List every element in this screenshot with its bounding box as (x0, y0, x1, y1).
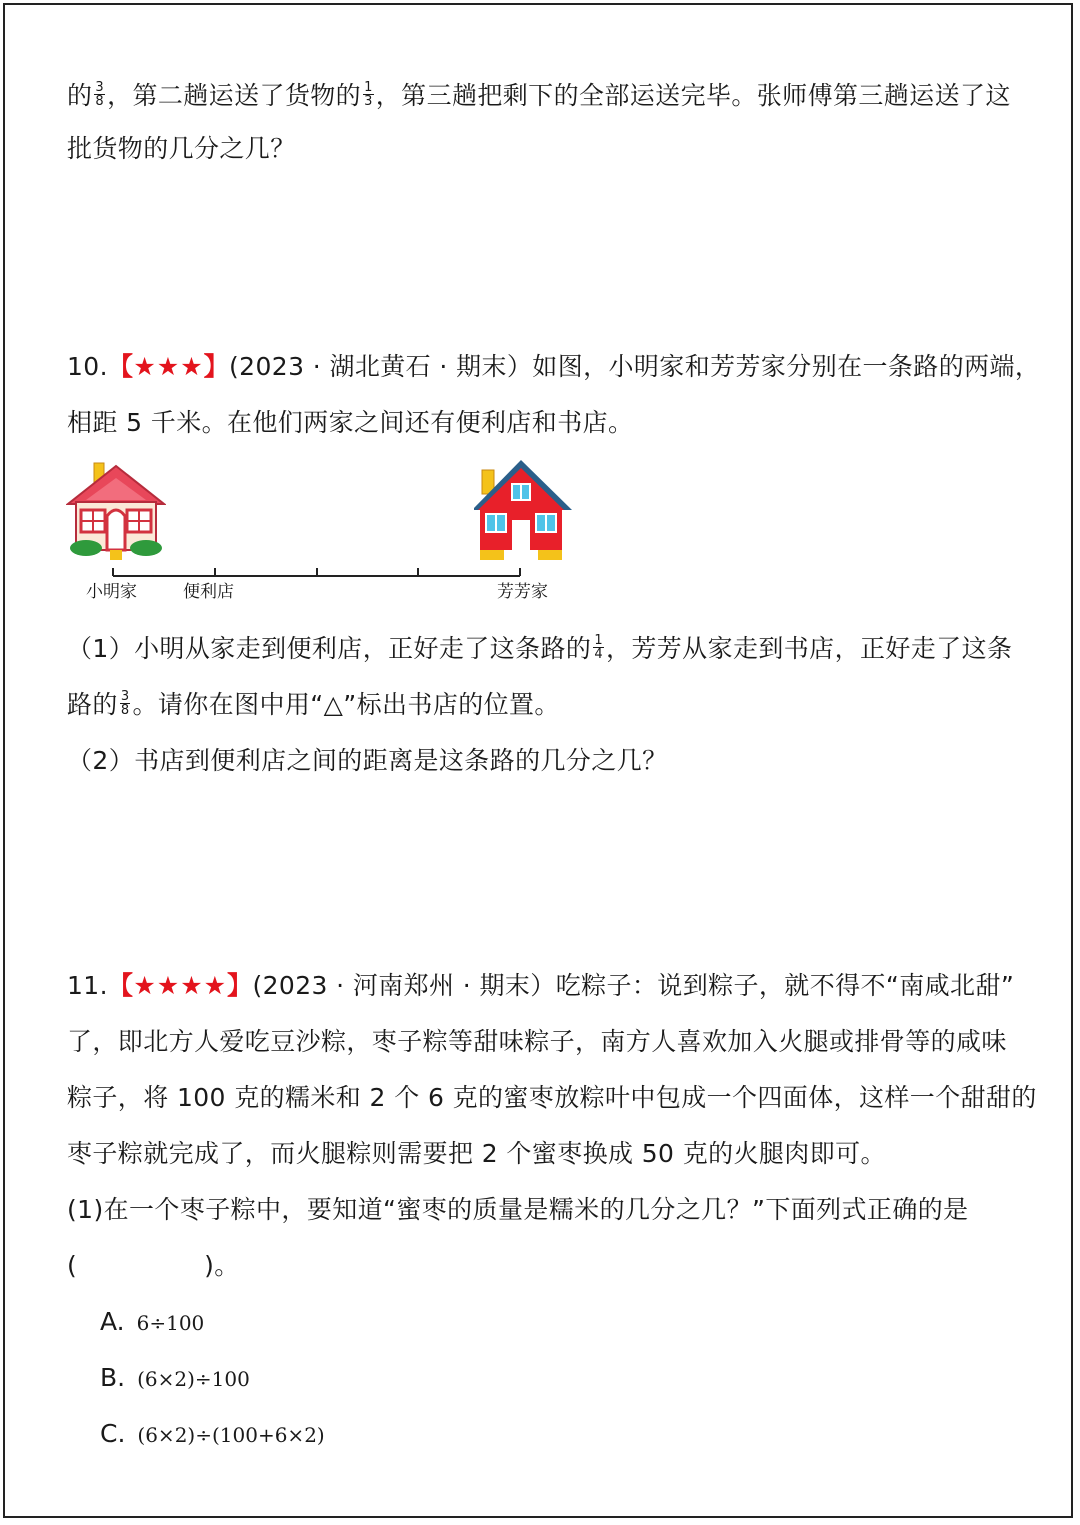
q11-sub1: (1)在一个枣子粽中，要知道“蜜枣的质量是糯米的几分之几？”下面列式正确的是 (67, 1195, 969, 1224)
store-label: 便利店 (183, 582, 234, 602)
q10-sub1-line-2: 路的 $\frac{3}{8}$ 。请你在图中用“△”标出书店的位置。 (67, 688, 560, 719)
q11-line-3: 粽子，将 100 克的糯米和 2 个 6 克的蜜枣放粽叶中包成一个四面体，这样一个甜甜的 (67, 1083, 1037, 1112)
fraction: $\frac{3}{8}$ (120, 688, 130, 718)
q10-line-2: 相距 5 千米。在他们两家之间还有便利店和书店。 (67, 408, 634, 437)
q9-line-1: 的 $\frac{3}{8}$ ，第二趟运送了货物的 $\frac{1}{3}$ ，第三趟把剩下的全部运送完毕。张师傅第三趟运送了这 (67, 79, 1011, 110)
difficulty-stars: ★★★★ (133, 971, 228, 1000)
q10-header: 10.【★★★】(2023 · 湖北黄石 · 期末）如图，小明家和芳芳家分别在一条路的两端， (67, 352, 1041, 381)
question-number: 10. (67, 352, 108, 381)
fangfang-home-label: 芳芳家 (497, 582, 548, 602)
q10-sub1-line-1: （1）小明从家走到便利店，正好走了这条路的 $\frac{1}{4}$ ，芳芳从家走到书店，正好走了这条 (67, 632, 1013, 663)
question-source: (2023 · 湖北黄石 · 期末）如图，小明家和芳芳家分别在一条路的两端， (229, 352, 1041, 381)
q10-sub2: （2）书店到便利店之间的距离是这条路的几分之几？ (67, 746, 668, 775)
answer-blank: ( )。 (67, 1251, 240, 1280)
question-text: (2023 · 河南郑州 · 期末）吃粽子：说到粽子，就不得不“南咸北甜” (252, 971, 1015, 1000)
road-line (100, 564, 540, 584)
fraction: $\frac{1}{3}$ (364, 79, 373, 109)
question-number: 11. (67, 971, 108, 1000)
fraction: $\frac{1}{4}$ (594, 632, 603, 662)
difficulty-stars: ★★★ (133, 352, 204, 381)
option-a: A. 6÷100 (100, 1307, 205, 1336)
fangfang-house-icon (474, 458, 574, 560)
q9-line-2: 批货物的几分之几？ (67, 134, 296, 163)
q11-header: 11.【★★★★】(2023 · 河南郑州 · 期末）吃粽子：说到粽子，就不得不“南咸北甜” (67, 971, 1015, 1000)
option-c: C. (6×2)÷(100+6×2) (100, 1419, 325, 1448)
q11-line-4: 枣子粽就完成了，而火腿粽则需要把 2 个蜜枣换成 50 克的火腿肉即可。 (67, 1139, 886, 1168)
xiaoming-house-icon (66, 458, 166, 560)
fraction: $\frac{3}{8}$ (95, 79, 105, 109)
option-b: B. (6×2)÷100 (100, 1363, 250, 1392)
xiaoming-home-label: 小明家 (86, 582, 137, 602)
q11-line-2: 了，即北方人爱吃豆沙粽，枣子粽等甜味粽子，南方人喜欢加入火腿或排骨等的咸味 (67, 1027, 1007, 1056)
